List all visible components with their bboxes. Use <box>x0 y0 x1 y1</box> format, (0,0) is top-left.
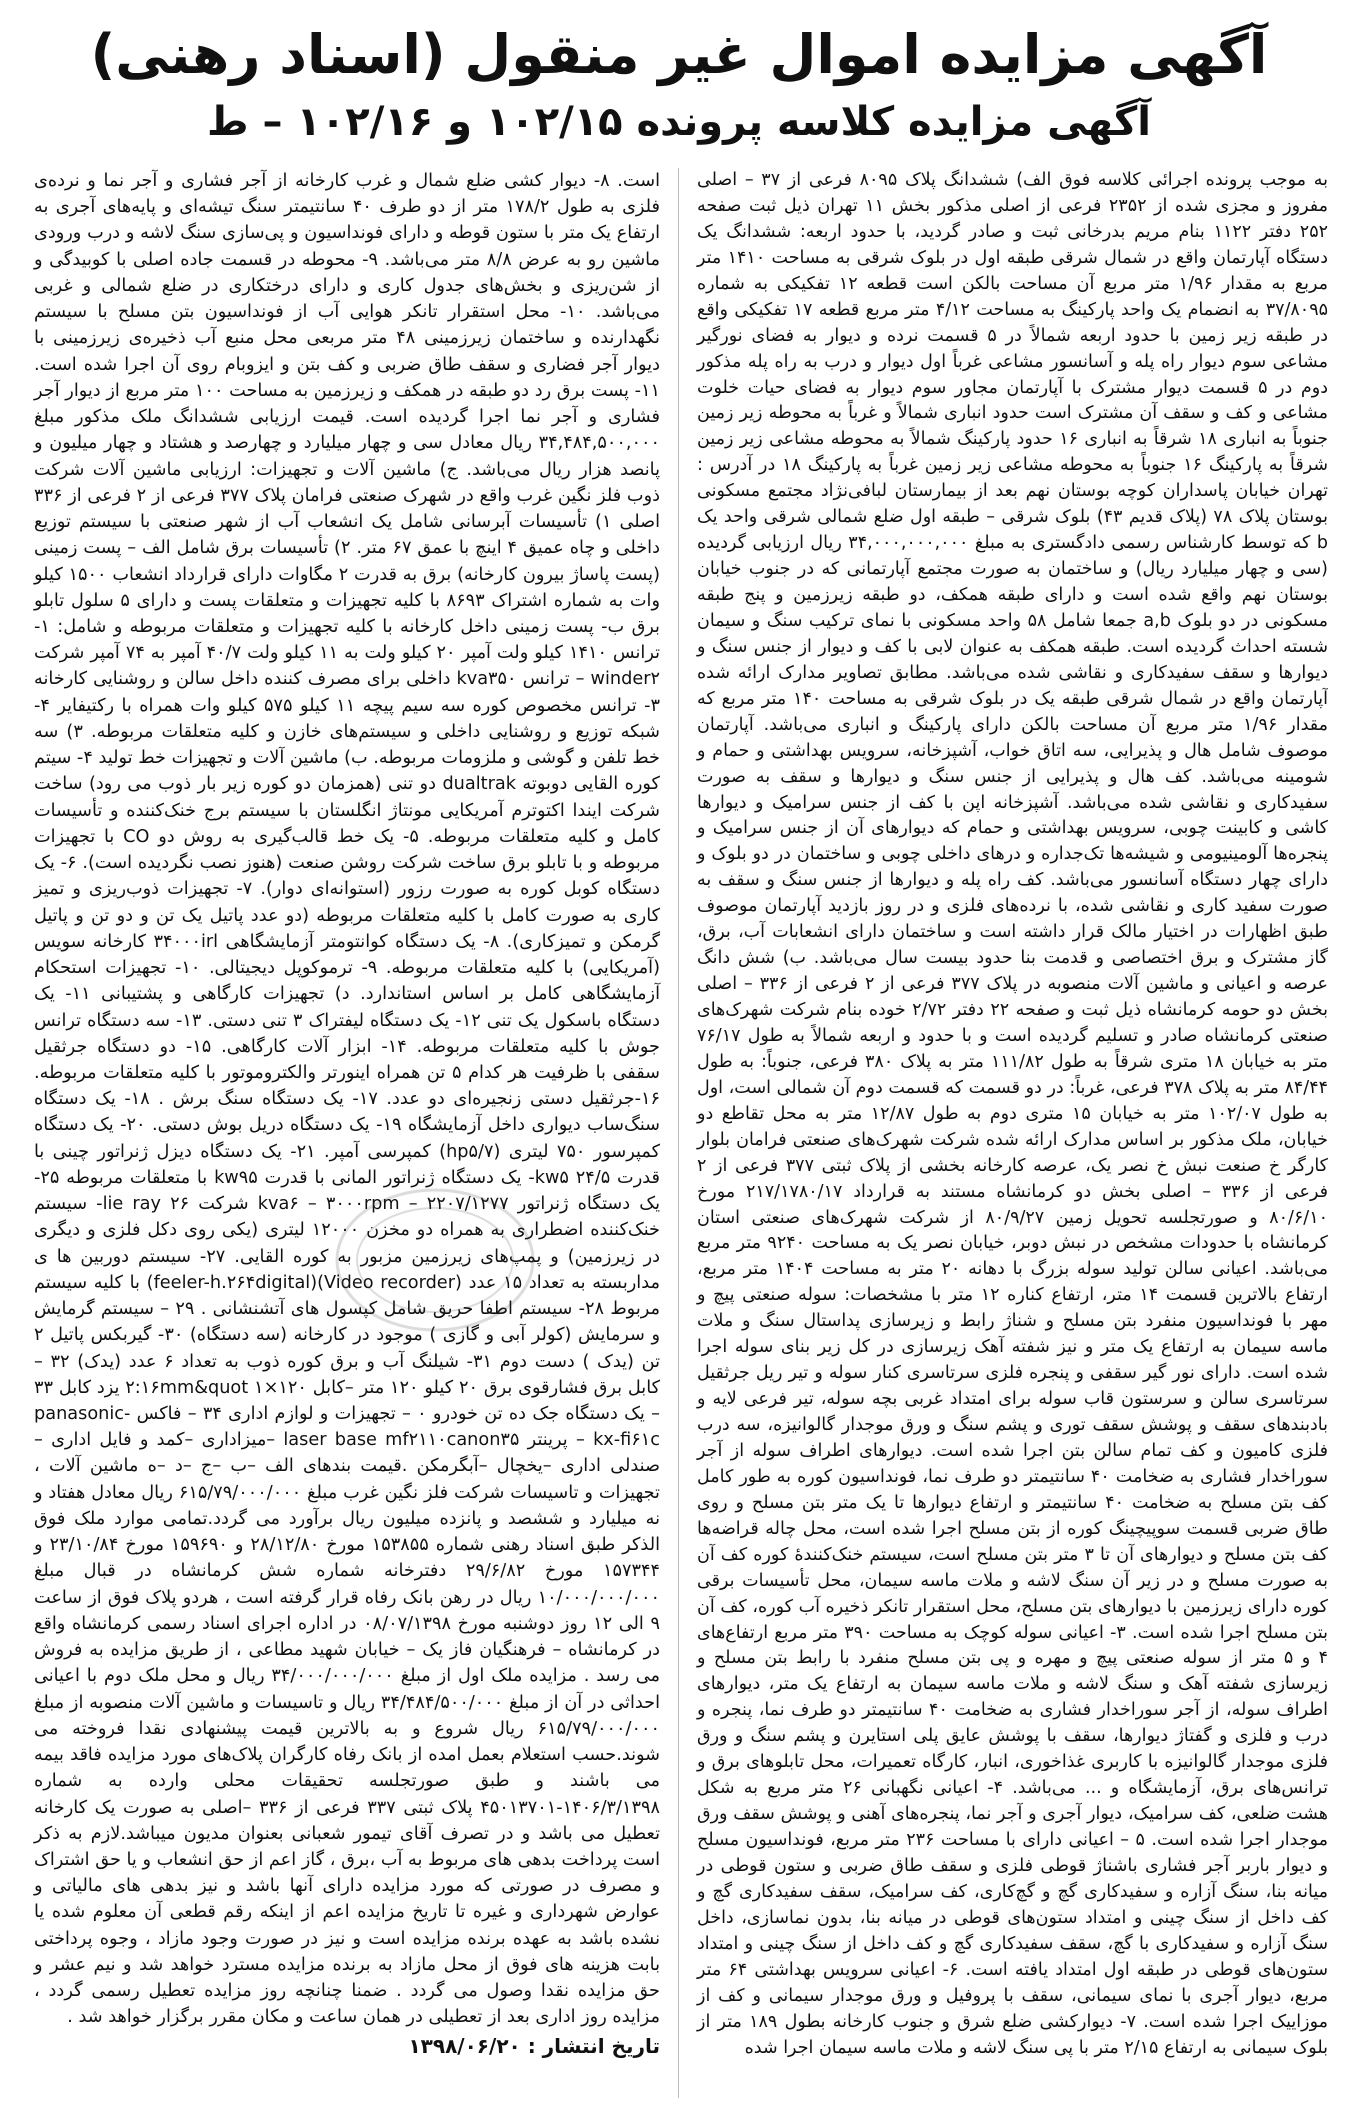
notice-columns <box>30 168 1328 2098</box>
notice-title: آگهی مزایده اموال غیر منقول (اسناد رهنی) <box>90 23 1268 86</box>
publication-date-value: ۱۳۹۸/۰۶/۲۰ <box>408 2033 521 2058</box>
right-column <box>679 168 1328 2098</box>
right-column-text: به موجب پرونده اجرائی کلاسه فوق الف) ششدانگ پلاک ۸۰۹۵ فرعی از ۳۷ – اصلی مفروز و مجزی شده از ۲۳۵۲ فرعی از اصلی مذکور بخش ۱۱ تهران ذیل ثبت صفحه ۲۵۲ دفتر ۱۱۲۲ بنام مریم بدرخانی ثبت و صادر گردید، با حدود اربعه: ششدانگ یک دستگاه آپارتمان واقع در شمال شرقی طبقه اول در بلوک شرقی به مساحت ۱۴۱۰ متر مربع به مقدار ۱/۹۶ متر مربع آن مساحت بالکن است قطعه ۱۲ تفکیکی به شماره ۳۷/۸۰۹۵ به انضمام یک واحد پارکینگ به مساحت ۴/۱۲ متر مربع قطعه ۱۷ تفکیکی واقع در طبقه زیر زمین با حدود اربعه شمالاً در ۵ قسمت نرده و دیوار به فضای نورگیر مشاعی سوم دیوار راه پله و آسانسور مشاعی غرباً اول دیوار و درب به راه پله مذکور دوم در ۵ قسمت دیوار مشترک با آپارتمان مجاور سوم دیوار به فضای حیات خلوت مشاعی و کف و سقف آن مشترک است حدود انباری شمالاً و غرباً به محوطه زیر زمین جنوباً به انباری ۱۸ شرقاً به انباری ۱۶ حدود پارکینگ شمالاً به محوطه مشاعی زیر زمین شرقاً به پارکینگ ۱۶ جنوباً به محوطه مشاعی زیر زمین غرباً به پارکینگ ۱۸ در آدرس : تهران خیابان پاسداران کوچه بوستان نهم بعد از بیمارستان لبافی‌نژاد مجتمع مسکونی بوستان پلاک ۷۸ (پلاک قدیم ۴۳) بلوک شرقی – طبقه اول ضلع شمالی شرقی واحد یک b که توسط کارشناس رسمی دادگستری به مبلغ ۳۴,۰۰۰,۰۰۰,۰۰۰ ریال ارزیابی گردیده (سی و چهار میلیارد ریال) و ساختمان به صورت مجتمع آپارتمانی که در جنوب خیابان بوستان نهم واقع شده است و دارای طبقه همکف، دو طبقه زیرزمین و پنج طبقه مسکونی در دو بلوک a,b جمعا شامل ۵۸ واحد مسکونی با نمای ترکیب سنگ و سیمان شسته احداث گردیده است. طبقه همکف به عنوان لابی با کف و دیوار از جنس سنگ و دیوارها و سقف سفیدکاری و نقاشی شده می‌باشد. مطابق تصاویر مدارک ارائه شده آپارتمان واقع در شمال شرقی طبقه یک در بلوک شرقی به مساحت ۱۴۰ متر مربع که مقدار ۱/۹۶ متر مربع آن مساحت بالکن دارای پارکینگ و انباری می‌باشد. آپارتمان موصوف شامل هال و پذیرایی، سه اتاق خواب، آشپزخانه، سرویس بهداشتی و حمام و شومینه می‌باشد. کف هال و پذیرایی از جنس سنگ و دیوارها و سقف به صورت سفیدکاری و نقاشی شده می‌باشد. آشپزخانه اپن با کف از جنس سرامیک و دیوارها کاشی و کابینت چوبی، سرویس بهداشتی و حمام که دیوارهای آن از جنس سرامیک و پنجره‌ها آلومینیومی و شیشه‌ها تک‌جداره و درهای داخلی چوبی و ساختمان در دو بلوک و دارای چهار دستگاه آسانسور می‌باشد. کف راه پله و دیوارها از جنس سنگ و سقف به صورت سفید کاری و نقاشی شده، با نرده‌های فلزی و در روز بازدید آپارتمان موصوف طبق اظهارات در اختیار مالک قرار داشته است و ساختمان دارای انشعابات آب، برق، گاز مشترک و برق اختصاصی و قدمت بنا حدود بیست سال می‌باشد. ب) شش دانگ عرصه و اعیانی و ماشین آلات منصوبه در پلاک ۳۷۷ فرعی از ۲ فرعی از ۳۳۶ – اصلی بخش دو حومه کرمانشاه ذیل ثبت و صفحه ۲۲ دفتر ۲/۷۲ خوده بنام شرکت شهرک‌های صنعتی کرمانشاه صادر و تسلیم گردیده است و با حدود و اربعه شمالاً به طول ۷۶/۱۷ متر به خیابان ۱۸ متری شرقاً به طول ۱۱۱/۸۲ متر به پلاک ۳۸۰ فرعی، جنوباً: به طول ۸۴/۴۴ متر به پلاک ۳۷۸ فرعی، غرباً: در دو قسمت که قسمت دوم آن شمالی است، اول به طول ۱۰۲/۰۷ متر به خیابان ۱۵ متری دوم به طول ۱۲/۸۷ متر به محل تقاطع دو خیابان، ملک مذکور بر اساس مدارک ارائه شده شرکت شهرک‌های صنعتی فرامان بلوار کارگر خ صنعت نبش خ نصر یک، عرصه کارخانه بخشی از پلاک ثبتی ۳۷۷ فرعی از ۲ فرعی از ۳۳۶ – اصلی بخش دو کرمانشاه مستند به قرارداد ۲۱۷/۱۷۸۰/۱۷ مورخ ۸۰/۶/۱۰ و صورتجلسه تحویل زمین ۸۰/۹/۲۷ از شرکت شهرک‌های صنعتی استان کرمانشاه با حدودات مشخص در نبش دوبر، خیابان نصر یک به مساحت ۹۲۴۰ متر مربع می‌باشد. اعیانی سالن تولید سوله بزرگ با دهانه ۲۰ متر به مساحت ۱۴۰۴ متر مربع، ارتفاع بالاترین قسمت ۱۴ متر، ارتفاع کناره ۱۲ متر با مشخصات: سوله صنعتی پیچ و مهر با فونداسیون منفرد بتن مسلح و شناژ رابط و زیرسازی پداستال سنگ و ملات ماسه سیمان به ارتفاع یک متر و نیز شفته آهک زیرسازی در کل زیر بنای سوله اجرا شده است. دارای نور گیر سقفی و پنجره فلزی سرتاسری کنار سوله و تیر ریل جرثقیل سرتاسری سالن و سرستون قاب سوله برای امتداد غربی بچه سوله، تیر فرعی لایه و بادبندهای سقف و پوشش سقف توری و پشم سنگ و ورق موجدار گالوانیزه، سه درب فلزی کامیون و کف تمام سالن بتن اجرا شده است. دیوارهای اطراف سوله از آجر سوراخدار فشاری به ضخامت ۴۰ سانتیمتر دو طرف نما، فونداسیون کوره به طور کامل کف بتن مسلح به ضخامت ۴۰ سانتیمتر و ارتفاع دیوارها تا یک متر بتن مسلح و روی طاق ضربی قسمت سوپیچینگ کوره از بتن مسلح اجرا شده است، محل چاله قراضه‌ها کف بتن مسلح و دیوارهای آن تا ۳ متر بتن مسلح است، سیستم خنک‌کنندهٔ کوره کف آن به صورت مسلح و در زیر آن سنگ لاشه و ملات ماسه سیمان، محل تأسیسات برقی کوره دارای زیرزمین با دیوارهای بتن مسلح، محل استقرار تانکر ذخیره آب کوره، کف آن بتن مسلح اجرا شده است. ۳- اعیانی سوله کوچک به مساحت ۳۹۰ متر مربع ارتفاع‌های ۴ و ۵ متر از سوله صنعتی پیچ و مهره و پی بتن مسلح منفرد با رابط بتن مسلح و زیرسازی شفته آهک و سنگ لاشه و ملات ماسه سیمان به ارتفاع یک متر، دیوارهای اطراف سوله، از آجر سوراخدار فشاری به ضخامت ۴۰ سانتیمتر دو طرف نما، پنجره و درب و فلزی و گفتاژ دیوارها، سقف با پوشش عایق پلی استایرن و پشم سنگ و ورق فلزی موجدار گالوانیزه با کاربری غذاخوری، انبار، کارگاه تعمیرات، محل تابلوهای برق و ترانس‌های برق، آزمایشگاه و ... می‌باشد. ۴- اعیانی نگهبانی ۲۶ متر مربع به شکل هشت ضلعی، کف سرامیک، دیوار آجری و آجر نما، پنجره‌های آهنی و پوشش سقف ورق موجدار اجرا شده است. ۵ – اعیانی دارای با مساحت ۲۳۶ متر مربع، فونداسیون مسلح و دیوار باربر آجر فشاری باشناژ قوطی فلزی و سقف طاق ضربی و ستون قوطی در میانه بنا، سنگ آزاره و سفیدکاری گچ و گچ‌کاری، کف سرامیک، سقف سفیدکاری گچ و کف داخل از سنگ چینی و امتداد ستون‌های قوطی در میانه بنا، بدون نماسازی، داخل سنگ آزاره و سفیدکاری با گچ، سقف سفیدکاری گچ و کف داخل از سنگ چینی و امتداد ستون‌های قوطی در طبقه اول امتداد یافته است. ۶- اعیانی سرویس بهداشتی ۶۴ متر مربع، دیوار آجری با نمای سیمانی، سقف با پروفیل و ورق موجدار سیمانی و کف از موزاییک اجرا شده است. ۷- دیوارکشی ضلع شرق و جنوب کارخانه بطول ۱۸۹ متر از بلوک سیمانی به ارتفاع ۲/۱۵ متر با پی سنگ لاشه و ملات ماسه سیمان اجرا شده <box>697 170 1328 2058</box>
publication-date-label: تاریخ انتشار : <box>527 2033 660 2058</box>
left-column <box>30 168 679 2098</box>
notice-subtitle: آگهی مزایده کلاسه پرونده ۱۰۲/۱۵ و ۱۰۲/۱۶ – ط <box>207 99 1151 145</box>
publication-date <box>34 2033 660 2059</box>
left-column-text: است. ۸- دیوار کشی ضلع شمال و غرب کارخانه از آجر فشاری و آجر نما و نرده‌ی فلزی به طول ۱۷۸/۲ متر از دو طرف ۴۰ سانتیمتر سنگ تیشه‌ای و پایه‌های آجری به ارتفاع یک متر با ستون قوطه و دارای فونداسیون و پی‌سازی سنگ لاشه و درب ورودی ماشین رو به عرض ۸/۸ متر می‌باشد. ۹- محوطه در قسمت جاده اصلی با کوبیدگی و از شن‌ریزی و بخش‌های جدول کاری و دارای درختکاری در ضلع شمالی و غربی می‌باشد. ۱۰- محل استقرار تانکر هوایی آب از فونداسیون بتن مسلح با سیستم نگهدارنده و ساختمان زیرزمینی ۴۸ متر مربعی محل منبع آب ذخیره‌ی زیرزمینی با دیوار آجر فضاری و سقف طاق ضربی و کف بتن و ایزوبام روی آن اجرا شده است. ۱۱- پست برق رد دو طبقه در همکف و زیرزمین به مساحت ۱۰۰ متر مربع از دیوار آجر فشاری و آجر نما اجرا گردیده است. قیمت ارزیابی ششدانگ ملک مذکور مبلغ ۳۴,۴۸۴,۵۰۰,۰۰۰ ریال معادل سی و چهار میلیارد و چهارصد و هشتاد و چهار میلیون و پانصد هزار ریال می‌باشد. ج) ماشین آلات و تجهیزات: ارزیابی ماشین آلات شرکت ذوب فلز نگین غرب واقع در شهرک صنعتی فرامان پلاک ۳۷۷ فرعی از ۲ فرعی از ۳۳۶ اصلی ۱) تأسیسات آبرسانی شامل یک انشعاب آب از شهر صنعتی با سیستم توزیع داخلی و چاه عمیق ۴ اینچ با عمق ۶۷ متر. ۲) تأسیسات برق شامل الف – پست زمینی (پست پاساژ بیرون کارخانه) برق به قدرت ۲ مگاوات دارای قرارداد انشعاب ۱۵۰۰ کیلو وات به شماره اشتراک ۸۶۹۳ با کلیه تجهیزات و متعلقات پست و دارای ۵ سلول تابلو برق ب- پست زمینی داخل کارخانه با کلیه تجهیزات و متعلقات مربوطه و شامل: ۱- ترانس ۱۴۱۰ کیلو ولت آمپر ۲۰ کیلو ولت به ۱۱ کیلو ولت ۴۰/۷ آمپر به ۷۴ آمپر شرکت winder۲ – ترانس kva۳۵۰ داخلی برای مصرف کننده داخل سالن و روشنایی کارخانه ۳- ترانس مخصوص کوره سه سیم پیچه ۱۱ کیلو ۵۷۵ کیلو وات همراه با رکتیفایر ۴- شبکه توزیع و روشنایی داخلی و سیستم‌های خازن و کلیه متعلقات مربوطه. ۳) سه خط تلفن و گوشی و ملزومات مربوطه. ب) ماشین آلات و تجهیزات خط تولید ۴- سیتم کوره القایی دوبوته dualtrak دو تنی (همزمان دو کوره زیر بار ذوب می رود) ساخت شرکت ایندا اکتوترم آمریکایی مونتاژ انگلستان با سیستم برج خنک‌کننده و تأسیسات کامل و کلیه متعلقات مربوطه. ۵- یک خط قالب‌گیری به روش دو CO با تجهیزات مربوطه و با تابلو برق ساخت شرکت روشن صنعت (هنوز نصب نگردیده است). ۶- یک دستگاه کوبل کوره به صورت رزور (استوانه‌ای دوار). ۷- تجهیزات ذوب‌ریزی و تمیز کاری به صورت کامل با کلیه متعلقات مربوطه (دو عدد پاتیل یک تن و دو تن و پاتیل گرمکن و تمیزکاری). ۸- یک دستگاه کوانتومتر آزمایشگاهی ۳۴۰۰۰irl کارخانه سویس (آمریکایی) با کلیه متعلقات مربوطه. ۹- ترموکوپل دیجیتالی. ۱۰- تجهیزات استحکام آزمایشگاهی کامل بر اساس استاندارد. د) تجهیزات کارگاهی و پشتیبانی ۱۱- یک دستگاه باسکول یک تنی ۱۲- یک دستگاه لیفتراک ۳ تنی دستی. ۱۳- سه دستگاه ترانس جوش با کلیه متعلقات مربوطه. ۱۴- ابزار آلات کارگاهی. ۱۵- دو دستگاه جرثقیل سقفی با ظرفیت هر کدام ۵ تن همراه اینورتر والکتروموتور با کلیه متعلقات مربوطه. ۱۶-جرثقیل دستی زنجیره‌ای دو عدد. ۱۷- یک دستگاه سنگ برش . ۱۸- یک دستگاه سنگ‌ساب دیواری داخل آزمایشگاه ۱۹- یک دستگاه دریل بوش دستی. ۲۰- یک دستگاه کمپرسور ۷۵۰ لیتری (۷/hp۵) کمپرسی آمپر. ۲۱- یک دستگاه دیزل ژنراتور چینی با قدرت ۵/kw۵ ۲۴- یک دستگاه ژنراتور المانی با قدرت kw۹۵ با متعلقات مربوطه ۲۵- یک دستگاه ژنراتور ۲۲۰۷/۱۲۷۷ – kva۶ – ۳۰۰۰rpm شرکت lie ray ۲۶- سیستم خنک‌کننده اضطراری به همراه دو مخزن ۱۲۰۰۰ لیتری (یکی روی دکل فلزی و دیگری در زیرزمین) و پمپ‌های زیرزمین مزبور به کوره القایی. ۲۷- سیستم دوربین ها ی مداربسته به تعداد ۱۵ عدد (Video recorder)(feeler-h.۲۶۴digital) با کلیه سیستم مربوط ۲۸- سیستم اطفا حریق شامل کپسول های آتشنشانی . ۲۹ – سیستم گرمایش و سرمایش (کولر آبی و گازی ) موجود در کارخانه (سه دستگاه) ۳۰- گیربکس پاتیل ۲ تن (یدک ) دست دوم ۳۱- شیلنگ آب و برق کوره ذوب به تعداد ۶ عدد (یدک) ۳۲ – کابل برق فشارقوی برق ۲۰ کیلو ۱۲۰ متر –کابل ۱۲۰×۱ ۲:۱۶mm&quot یزد کابل ۳۳ – یک دستگاه جک ده تن خودرو ۰ – تجهیزات و لوازم اداری ۳۴ – فاکس panasonic-kx-fi۶۱c – پرینتر laser base mf۲۱۱۰canon۳۵ –میزاداری –کمد و فایل اداری –صندلی اداری –یخچال –آبگرمکن .قیمت بندهای الف –ب –ج –د –ه ماشین آلات ، تجهیزات و تاسیسات شرکت فلز نگین غرب مبلغ ۶۱۵/۷۹/۰۰۰/۰۰۰ ریال معادل هفتاد و نه میلیارد و ششصد و پانزده میلیون ریال برآورد می گردد.تمامی موارد ملک فوق الذکر طبق اسناد رهنی شماره ۱۵۳۸۵۵ مورخ ۲۸/۱۲/۸۰ و ۱۵۹۶۹۰ مورخ ۲۳/۱۰/۸۴ و ۱۵۷۳۴۴ مورخ ۲۹/۶/۸۲ دفترخانه شماره شش کرمانشاه در قبال مبلغ ۱۰/۰۰۰/۰۰۰/۰۰۰ ریال در رهن بانک رفاه قرار گرفته است ، هردو پلاک فوق از ساعت ۹ الی ۱۲ روز دوشنبه مورخ ۰۸/۰۷/۱۳۹۸ در اداره اجرای اسناد رسمی کرمانشاه واقع در کرمانشاه – فرهنگیان فاز یک – خیابان شهید مطاعی ، از طریق مزایده به فروش می رسد . مزایده ملک اول از مبلغ ۳۴/۰۰۰/۰۰۰/۰۰۰ ریال و محل ملک دوم با اعیانی احداثی در آن از مبلغ ۳۴/۴۸۴/۵۰۰/۰۰۰ ریال و تاسیسات و ماشین آلات منصوبه از مبلغ ۶۱۵/۷۹/۰۰۰/۰۰۰ ریال شروع و به بالاترین قیمت پیشنهادی نقدا فروخته می شوند.حسب استعلام بعمل امده از بانک رفاه کارگران پلاک‌های مورد مزایده فاقد بیمه می باشند و طبق صورتجلسه تحقیقات محلی وارده به شماره ۱۴۰۶/۳/۱۳۹۸-۴۵۰۱۳۷۰۱ پلاک ثبتی ۳۳۷ فرعی از ۳۳۶ –اصلی به صورت یک کارخانه تعطیل می باشد و در تصرف آقای تیمور شعبانی بعنوان مدیون میباشد.لازم به ذکر است پرداخت بدهی های مربوط به آب ،برق ، گاز اعم از حق انشعاب و یا حق اشتراک و مصرف در صورتی که مورد مزایده دارای آنها باشد و نیز بدهی های مالیاتی و عوارض شهرداری و غیره تا تاریخ مزایده اعم از اینکه رقم قطعی آن معلوم شده یا نشده باشد به عهده برنده مزایده است و نیز در صورت وجود مازاد ، وجوه پرداختی بابت هزینه های فوق از محل مازاد به برنده مزایده مسترد خواهد شد و نیم عشر و حق مزایده نقدا وصول می گردد . ضمنا چنانچه روز مزایده تعطیل رسمی گردد ، مزایده روز اداری بعد از تعطیلی در همان ساعت و مکان مقرر برگزار خواهد شد . <box>34 171 661 2028</box>
